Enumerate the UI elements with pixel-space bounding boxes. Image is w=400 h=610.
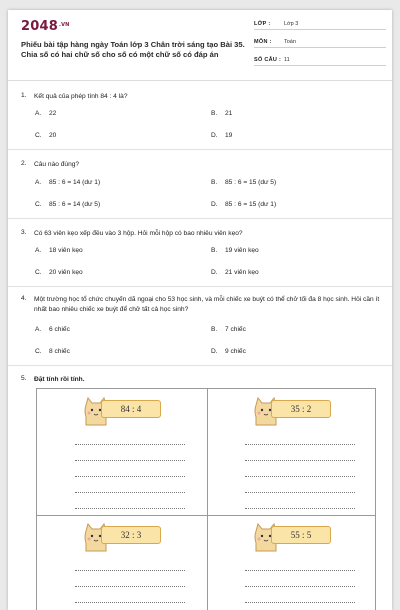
answer-line[interactable] — [75, 586, 185, 587]
option-text: 21 viên kẹo — [225, 269, 259, 276]
option-letter: B. — [211, 326, 218, 333]
subject-value: Toán — [284, 39, 296, 45]
option-text: 20 viên kẹo — [49, 269, 83, 276]
division-label: 55 : 5 — [271, 526, 331, 544]
answer-line[interactable] — [75, 460, 185, 461]
q2-option-b[interactable] — [211, 179, 276, 186]
question-number: 3. — [21, 229, 27, 236]
option-letter: B. — [211, 110, 218, 117]
q4-option-b[interactable] — [211, 326, 246, 333]
calculation-grid — [36, 388, 376, 610]
division-label: 32 : 3 — [101, 526, 161, 544]
question-number: 1. — [21, 92, 27, 99]
answer-line[interactable] — [245, 570, 355, 571]
answer-line[interactable] — [245, 602, 355, 603]
answer-line[interactable] — [75, 444, 185, 445]
meta-panel — [254, 18, 386, 72]
q1-option-b[interactable] — [211, 110, 232, 117]
q3-option-c[interactable] — [35, 269, 83, 276]
q4-option-d[interactable] — [211, 348, 246, 355]
question-stem: Kết quả của phép tính 84 : 4 là? — [34, 93, 128, 100]
option-text: 85 : 6 = 14 (dư 1) — [49, 179, 101, 186]
option-letter: A. — [35, 179, 42, 186]
answer-line[interactable] — [245, 492, 355, 493]
option-letter: C. — [35, 201, 42, 208]
answer-line[interactable] — [245, 508, 355, 509]
q2-option-d[interactable] — [211, 201, 276, 208]
option-letter: D. — [211, 201, 218, 208]
count-label: SỐ CÂU : — [254, 57, 282, 63]
option-letter: B. — [211, 179, 218, 186]
question-number: 4. — [21, 295, 27, 302]
option-text: 18 viên kẹo — [49, 247, 83, 254]
option-text: 19 viên kẹo — [225, 247, 259, 254]
answer-line[interactable] — [245, 444, 355, 445]
q2-option-c[interactable] — [35, 201, 100, 208]
meta-count — [254, 54, 386, 66]
meta-subject — [254, 36, 386, 48]
answer-line[interactable] — [245, 460, 355, 461]
option-text: 85 : 6 = 14 (dư 5) — [49, 201, 101, 208]
option-letter: C. — [35, 269, 42, 276]
worksheet-page — [8, 10, 392, 610]
option-text: 21 — [225, 110, 233, 117]
class-value: Lớp 3 — [284, 21, 299, 27]
option-text: 85 : 6 = 15 (dư 5) — [225, 179, 277, 186]
option-letter: D. — [211, 269, 218, 276]
option-letter: C. — [35, 132, 42, 139]
count-value: 11 — [284, 57, 290, 63]
option-text: 6 chiếc — [49, 326, 70, 333]
logo-suffix: .VN — [58, 22, 70, 28]
calc-cell-1 — [37, 389, 207, 515]
option-letter: D. — [211, 348, 218, 355]
question-stem: Có 63 viên kẹo xếp đều vào 3 hộp. Hỏi mỗi hộp có bao nhiêu viên kẹo? — [34, 230, 243, 237]
question-divider — [8, 365, 392, 366]
option-letter: A. — [35, 110, 42, 117]
q3-option-d[interactable] — [211, 269, 259, 276]
answer-line[interactable] — [75, 476, 185, 477]
header-divider — [8, 80, 392, 81]
answer-line[interactable] — [75, 508, 185, 509]
answer-line[interactable] — [75, 570, 185, 571]
option-letter: A. — [35, 247, 42, 254]
question-stem: Câu nào đúng? — [34, 161, 80, 168]
question-divider — [8, 286, 392, 287]
q4-option-c[interactable] — [35, 348, 70, 355]
division-label: 35 : 2 — [271, 400, 331, 418]
calc-cell-2 — [207, 389, 377, 515]
q1-option-d[interactable] — [211, 132, 232, 139]
q1-option-a[interactable] — [35, 110, 56, 117]
option-letter: A. — [35, 326, 42, 333]
site-logo[interactable] — [21, 19, 70, 34]
answer-line[interactable] — [75, 602, 185, 603]
option-text: 22 — [49, 110, 57, 117]
q3-option-a[interactable] — [35, 247, 83, 254]
option-letter: C. — [35, 348, 42, 355]
option-text: 19 — [225, 132, 233, 139]
option-letter: B. — [211, 247, 218, 254]
question-divider — [8, 149, 392, 150]
logo-text: 2048 — [21, 19, 58, 34]
class-label: LỚP : — [254, 21, 271, 27]
question-stem: Đặt tính rồi tính. — [34, 376, 85, 383]
q2-option-a[interactable] — [35, 179, 100, 186]
q3-option-b[interactable] — [211, 247, 259, 254]
question-divider — [8, 218, 392, 219]
division-label: 84 : 4 — [101, 400, 161, 418]
question-stem: Một trường học tổ chức chuyến dã ngoại cho 53 học sinh, và mỗi chiếc xe buýt có thể chở tối đa 8 học sinh. Hỏi cần ít nhất bao nhiêu chiếc xe buýt để chở tất cả học sinh? — [34, 296, 380, 313]
q4-option-a[interactable] — [35, 326, 70, 333]
option-text: 20 — [49, 132, 57, 139]
worksheet-title: Phiếu bài tập hàng ngày Toán lớp 3 Chân trời sáng tạo Bài 35. Chia số có hai chữ số cho số có một chữ số có đáp án — [21, 40, 245, 59]
worksheet-header — [8, 10, 392, 80]
calc-cell-4 — [207, 515, 377, 610]
meta-class — [254, 18, 386, 30]
answer-line[interactable] — [75, 492, 185, 493]
option-text: 85 : 6 = 15 (dư 1) — [225, 201, 277, 208]
subject-label: MÔN : — [254, 39, 272, 45]
question-number: 5. — [21, 375, 27, 382]
option-letter: D. — [211, 132, 218, 139]
option-text: 8 chiếc — [49, 348, 70, 355]
answer-line[interactable] — [245, 586, 355, 587]
q1-option-c[interactable] — [35, 132, 56, 139]
calc-cell-3 — [37, 515, 207, 610]
answer-line[interactable] — [245, 476, 355, 477]
option-text: 9 chiếc — [225, 348, 246, 355]
option-text: 7 chiếc — [225, 326, 246, 333]
question-number: 2. — [21, 160, 27, 167]
